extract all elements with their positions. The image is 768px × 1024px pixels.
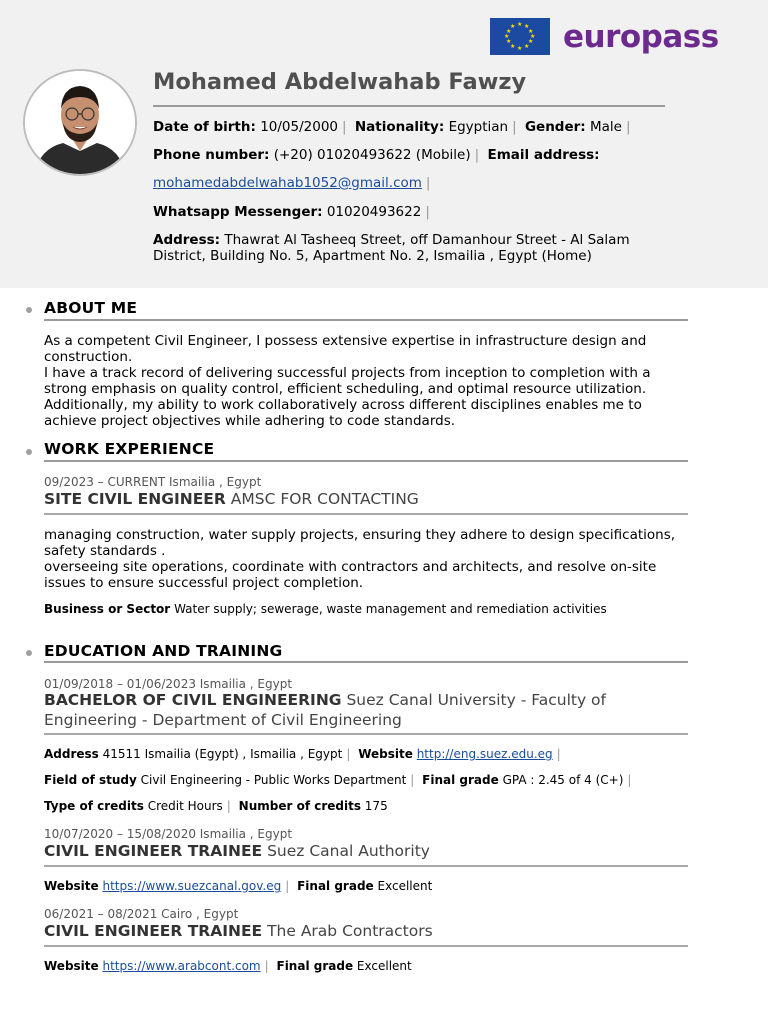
work-date-location: 09/2023 – CURRENT Ismailia , Egypt xyxy=(44,475,262,489)
work-description-2: overseeing site operations, coordinate with contractors and architects, and resolve on-site issues to ensure successful project completion. xyxy=(44,559,657,591)
edu1-grade: GPA : 2.45 of 4 (C+) xyxy=(502,773,624,787)
education-title: EDUCATION AND TRAINING xyxy=(44,642,283,660)
work-role: SITE CIVIL ENGINEER xyxy=(44,490,226,508)
edu2-website-link[interactable]: https://www.suezcanal.gov.eg xyxy=(102,879,282,893)
dob-value: 10/05/2000 xyxy=(260,119,338,135)
edu3-role: CIVIL ENGINEER TRAINEE xyxy=(44,922,263,940)
credits-number-label: Number of credits xyxy=(238,799,361,813)
edu3-organisation: The Arab Contractors xyxy=(267,922,433,940)
edu1-address: 41511 Ismailia (Egypt) , Ismailia , Egypt xyxy=(102,747,343,761)
sector-label: Business or Sector xyxy=(44,602,171,616)
edu1-credits-number: 175 xyxy=(364,799,388,813)
phone-label: Phone number: xyxy=(153,147,270,163)
work-divider xyxy=(44,460,688,462)
address-label: Address: xyxy=(153,232,221,248)
credits-type-label: Type of credits xyxy=(44,799,144,813)
section-bullet xyxy=(26,307,32,313)
about-paragraph-2: I have a track record of delivering successful projects from inception to completion with a strong emphasis on quality control, efficient scheduling, and optimal resource utilization. Additionally, my ability to work collaboratively across different disciplines enables me to achieve project objectives while adhering to code standards. xyxy=(44,365,651,429)
email-label: Email address: xyxy=(487,147,600,163)
edu1-field-row: Field of study Civil Engineering - Public Works Department | Final grade GPA : 2.45 of 4 (C+) | xyxy=(44,773,632,787)
name-divider xyxy=(153,105,665,107)
europass-logo: europass xyxy=(563,19,719,55)
edu3-details-row: Website https://www.arabcont.com | Final grade Excellent xyxy=(44,959,412,973)
edu1-date-location: 01/09/2018 – 01/06/2023 Ismailia , Egypt xyxy=(44,677,293,691)
whatsapp-value: 01020493622 xyxy=(326,204,422,220)
work-description xyxy=(44,527,688,591)
edu1-divider xyxy=(44,733,688,735)
contact-row: Phone number: (+20) 01020493622 (Mobile) | Email address: xyxy=(153,147,600,163)
person-name: Mohamed Abdelwahab Fawzy xyxy=(153,69,527,95)
edu3-date-location: 06/2021 – 08/2021 Cairo , Egypt xyxy=(44,907,239,921)
profile-photo xyxy=(23,69,137,176)
edu1-title xyxy=(44,691,692,730)
about-divider xyxy=(44,319,688,321)
section-bullet xyxy=(26,449,32,455)
work-job-divider xyxy=(44,513,688,515)
edu3-divider xyxy=(44,945,688,947)
edu1-address-row: Address 41511 Ismailia (Egypt) , Ismailia , Egypt | Website http://eng.suez.edu.eg | xyxy=(44,747,561,761)
address-row xyxy=(153,232,673,264)
edu2-organisation: Suez Canal Authority xyxy=(267,842,430,860)
education-divider xyxy=(44,661,688,663)
whatsapp-label: Whatsapp Messenger: xyxy=(153,204,323,220)
email-row: mohamedabdelwahab1052@gmail.com | xyxy=(153,175,431,191)
about-title: ABOUT ME xyxy=(44,299,138,317)
work-sector-row xyxy=(44,602,607,617)
section-bullet xyxy=(26,650,32,656)
grade-label: Final grade xyxy=(297,879,374,893)
eu-flag-icon: ★ ★ ★ ★ ★ ★ ★ ★ ★ ★ ★ ★ xyxy=(490,18,550,55)
edu3-grade: Excellent xyxy=(356,959,412,973)
edu3-title xyxy=(44,922,692,942)
edu2-divider xyxy=(44,865,688,867)
edu3-website-link[interactable]: https://www.arabcont.com xyxy=(102,959,261,973)
edu2-title xyxy=(44,842,692,862)
phone-value: (+20) 01020493622 (Mobile) xyxy=(273,147,471,163)
edu1-credits-type: Credit Hours xyxy=(147,799,223,813)
edu2-date-location: 10/07/2020 – 15/08/2020 Ismailia , Egypt xyxy=(44,827,293,841)
sector-value: Water supply; sewerage, waste management and remediation activities xyxy=(174,602,607,616)
personal-info-row: Date of birth: 10/05/2000 | Nationality: Egyptian | Gender: Male | xyxy=(153,119,631,135)
edu1-organisation: Suez Canal University - Faculty of Engineering - Department of Civil Engineering xyxy=(44,691,606,729)
email-link[interactable]: mohamedabdelwahab1052@gmail.com xyxy=(153,175,422,191)
website-label: Website xyxy=(358,747,413,761)
edu1-website-link[interactable]: http://eng.suez.edu.eg xyxy=(416,747,553,761)
dob-label: Date of birth: xyxy=(153,119,256,135)
grade-label: Final grade xyxy=(422,773,499,787)
edu1-degree: BACHELOR OF CIVIL ENGINEERING xyxy=(44,691,342,709)
edu2-details-row: Website https://www.suezcanal.gov.eg | Final grade Excellent xyxy=(44,879,433,893)
work-description-1: managing construction, water supply projects, ensuring they adhere to design specifications, safety standards . xyxy=(44,527,676,559)
work-title: WORK EXPERIENCE xyxy=(44,440,215,458)
edu2-grade: Excellent xyxy=(377,879,433,893)
grade-label: Final grade xyxy=(276,959,354,973)
address-value: Thawrat Al Tasheeq Street, off Damanhour Street - Al Salam District, Building No. 5, Apartment No. 2, Ismailia , Egypt (Home) xyxy=(153,232,630,264)
gender-label: Gender: xyxy=(524,119,586,135)
whatsapp-row: Whatsapp Messenger: 01020493622 | xyxy=(153,204,430,220)
nationality-label: Nationality: xyxy=(354,119,445,135)
field-label: Field of study xyxy=(44,773,137,787)
work-job-title xyxy=(44,490,692,510)
gender-value: Male xyxy=(589,119,622,135)
work-employer: AMSC FOR CONTACTING xyxy=(230,490,419,508)
address-label: Address xyxy=(44,747,99,761)
nationality-value: Egyptian xyxy=(448,119,509,135)
edu1-field: Civil Engineering - Public Works Department xyxy=(140,773,407,787)
website-label: Website xyxy=(44,959,99,973)
about-text xyxy=(44,333,688,429)
edu2-role: CIVIL ENGINEER TRAINEE xyxy=(44,842,263,860)
about-paragraph-1: As a competent Civil Engineer, I possess extensive expertise in infrastructure design and construction. xyxy=(44,333,647,365)
website-label: Website xyxy=(44,879,99,893)
edu1-credits-row: Type of credits Credit Hours | Number of credits 175 xyxy=(44,799,388,813)
